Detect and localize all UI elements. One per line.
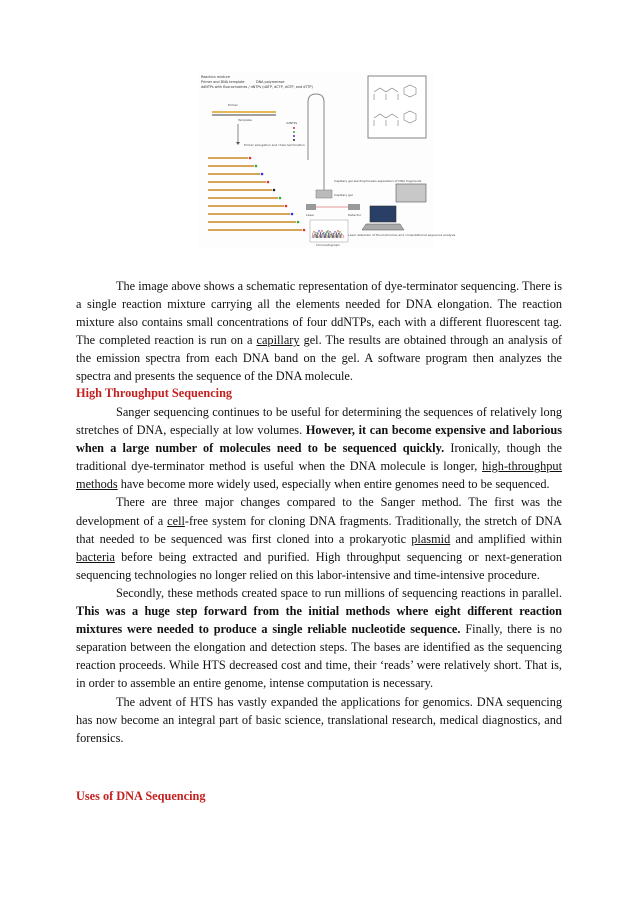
- intro-paragraph: [76, 277, 562, 386]
- capillary-link[interactable]: capillary: [256, 333, 300, 348]
- template-label: Template: [238, 118, 252, 122]
- cell-link[interactable]: cell: [167, 513, 185, 528]
- legend-item: DNA polymerase: [256, 80, 285, 84]
- p2-c: Ironically, though the traditional dye-terminator method is useful when the DNA molecule is longer,: [76, 441, 563, 474]
- chromatograph-label: Chromatograph: [316, 243, 340, 247]
- chromatograph: [310, 220, 348, 242]
- legend-item: Reaction mixture: [201, 75, 230, 79]
- p4-a: Secondly, these methods created space to run millions of sequencing reactions in parallel.: [116, 585, 562, 600]
- heading-high-throughput: High Throughput Sequencing: [76, 386, 233, 400]
- paragraph-three-changes: [76, 493, 562, 583]
- dye-terminator-figure: [198, 72, 456, 248]
- p3-a: There are three major changes compared to the Sanger method. The first was the development of a: [76, 495, 562, 528]
- ddntps-label: ddNTPs: [286, 121, 298, 125]
- paragraph-sanger: [76, 403, 562, 493]
- chemical-structures: [368, 76, 426, 138]
- p4-c: Finally, there is no separation between the elongation and detection steps. The bases are identified as the sequencing reaction proceeds. While HTS decreased cost and time, their ‘reads’ were relatively short. That is, in order to assemble an entire genome, intense computation is necessary.: [76, 622, 563, 691]
- p3-b: -free system for cloning DNA fragments. Traditionally, the stretch of DNA that needed to be sequenced was first cloned into a prokaryotic: [76, 513, 562, 546]
- detector-label: Detector: [348, 213, 362, 217]
- paragraph-secondly: [76, 584, 562, 693]
- laser-label: Laser: [306, 213, 315, 217]
- primer-label: Primer: [228, 103, 238, 107]
- p3-d: before being extracted and purified. High throughput sequencing or next-generation sequencing technologies no longer relied on this labor-intensive and time-intensive procedure.: [76, 549, 562, 582]
- elongation-label: Primer elongation and chain termination: [244, 143, 305, 147]
- paragraph-advent: The advent of HTS has vastly expanded the applications for genomics. DNA sequencing has now become an integral part of basic science, translational research, medical diagnostics, and forensics.: [76, 694, 562, 745]
- p2-a: Sanger sequencing continues to be useful for determining the sequences of relatively long stretches of DNA, especially at low volumes.: [76, 405, 562, 438]
- paragraph-dye-terminator: The image above shows a schematic representation of dye-terminator sequencing. There is a single reaction mixture carrying all the elements needed for DNA elongation. The reaction mixture also contains small concentrations of four ddNTPs, each with a different fluorescent tag. The completed reaction is run on a capillary gel. The results are obtained through an analysis of the emission spectra from each DNA band on the gel. A software program then analyzes the spectra and presents the sequence of the DNA molecule.: [76, 279, 562, 384]
- legend-item: Primer and DNA template: [201, 80, 245, 84]
- legend-item: ddNTPs with fluorochromes / dNTPs (dATP, dCTP, dGTP, and dTTP): [201, 85, 313, 89]
- laser-detection-label: Laser detection of fluorochromes and computational sequence analysis: [348, 233, 456, 237]
- p2-b: However, it can become expensive and laborious when a large number of molecules need to be sequenced quickly.: [76, 423, 563, 456]
- high-throughput-link[interactable]: high-throughput methods: [76, 459, 563, 492]
- heading-uses: Uses of DNA Sequencing: [76, 789, 206, 803]
- main-text: [76, 403, 562, 747]
- p2-d: have become more widely used, especially when entire genomes need to be sequenced.: [120, 477, 550, 492]
- plasmid-link[interactable]: plasmid: [411, 531, 451, 546]
- capillary-label: Capillary gel electrophoresis separation of DNA fragments: [334, 179, 422, 183]
- bacteria-link[interactable]: bacteria: [76, 549, 115, 564]
- capillary-gel-label: Capillary gel: [334, 193, 353, 197]
- p3-c: and amplified within: [455, 531, 562, 546]
- p4-b: This was a huge step forward from the initial methods where eight different reaction mixtures were needed to produce a single reliable nucleotide sequence.: [76, 604, 562, 637]
